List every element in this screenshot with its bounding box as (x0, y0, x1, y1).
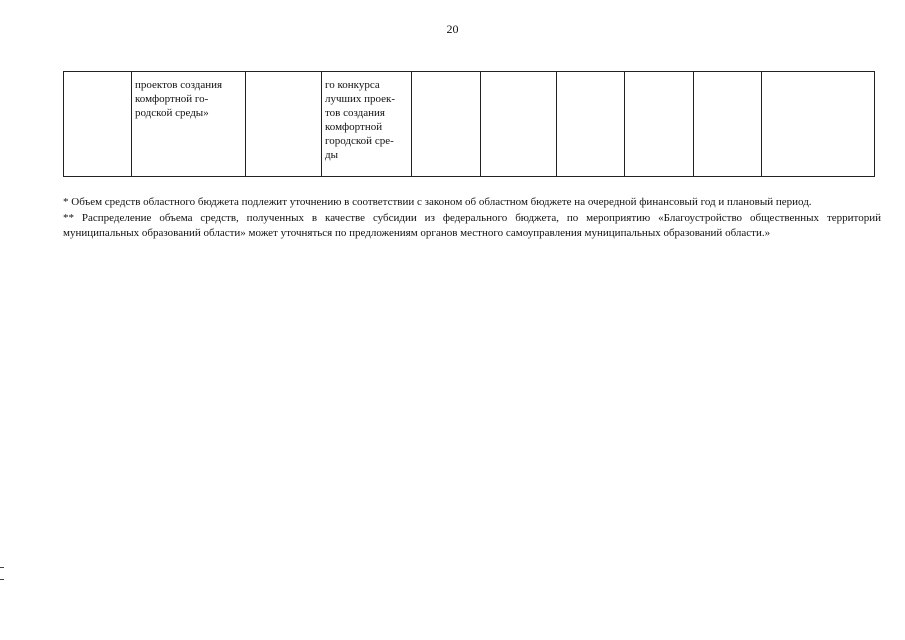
table-row (64, 72, 875, 177)
table-cell (625, 72, 694, 177)
table-cell: го конкурса лучших проек- тов создания комфортной городской сре- ды (322, 72, 412, 177)
table-cell (64, 72, 132, 177)
table-cell: проектов создания комфортной го- родской среды» (132, 72, 246, 177)
table-cell (762, 72, 875, 177)
budget-table (63, 71, 875, 177)
table-cell (694, 72, 762, 177)
table-cell (246, 72, 322, 177)
page-number: 20 (446, 22, 459, 36)
table-cell (557, 72, 625, 177)
table-cell (481, 72, 557, 177)
scan-mark (0, 579, 4, 580)
footnotes (63, 195, 881, 242)
scan-mark (0, 567, 4, 568)
table-cell (412, 72, 481, 177)
footnote-regional-budget: * Объем средств областного бюджета подлежит уточнению в соответствии с законом об областном бюджете на очередной финансовый год и плановый период. (63, 196, 812, 208)
footnote-federal-subsidy: ** Распределение объема средств, полученных в качестве субсидии из федерального бюджета, по мероприятию «Благоустройство общественных территорий муниципальных образований области» может уточняться по предложениям органов местного самоуправления муниципальных образований области.» (63, 211, 881, 239)
